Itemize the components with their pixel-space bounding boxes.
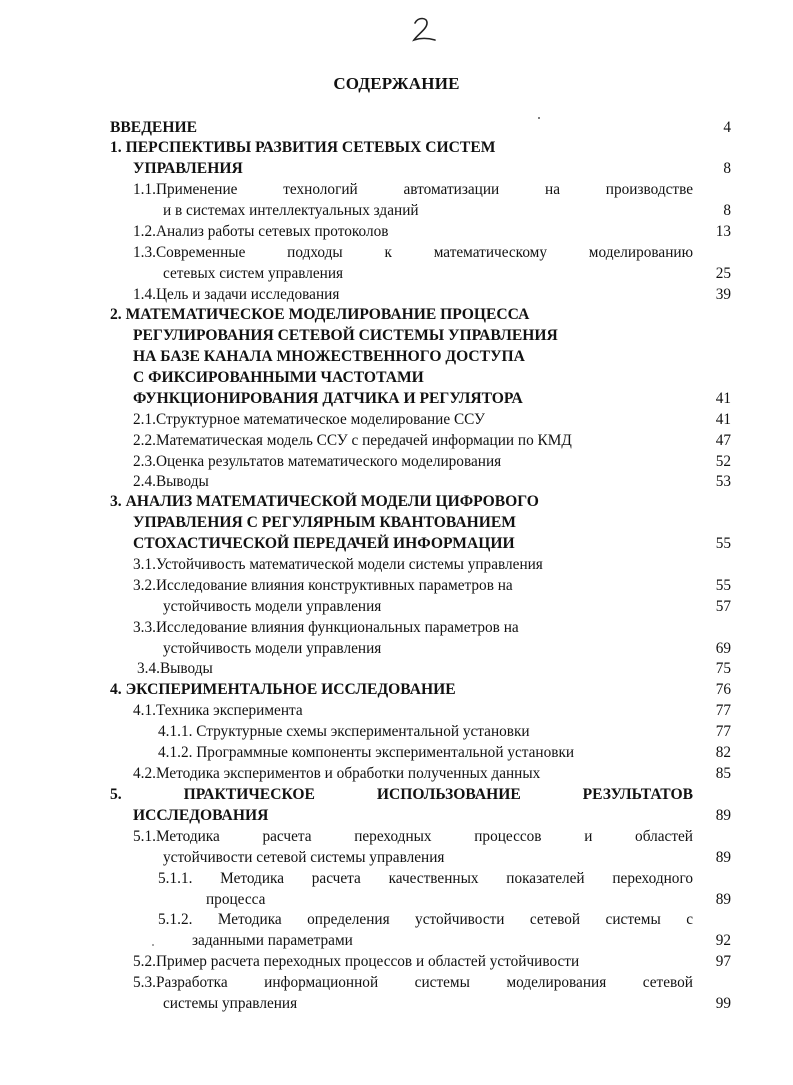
toc-page-number: 41 <box>715 411 731 428</box>
toc-page-number: 99 <box>715 995 731 1012</box>
toc-entry[interactable]: 4.1.1. Структурные схемы экспериментальной установки <box>158 723 530 740</box>
toc-page-number: 53 <box>715 473 731 490</box>
toc-page-number: 57 <box>715 598 731 615</box>
toc-entry[interactable]: системы управления <box>163 995 298 1012</box>
toc-page-number: 85 <box>715 765 731 782</box>
toc-page-number: 76 <box>715 681 731 698</box>
toc-entry[interactable]: 5.1.1. Методика расчета качественных показателей переходного <box>158 870 693 887</box>
toc-entry[interactable]: 3.4.Выводы <box>137 660 213 677</box>
toc-title: СОДЕРЖАНИЕ <box>333 74 460 93</box>
toc-entry[interactable]: 1. ПЕРСПЕКТИВЫ РАЗВИТИЯ СЕТЕВЫХ СИСТЕМ <box>110 139 496 156</box>
toc-page-number: 41 <box>715 390 731 407</box>
toc-entry[interactable]: 3.1.Устойчивость математической модели системы управления <box>133 556 543 573</box>
toc-page-number: 77 <box>715 702 731 719</box>
toc-page-number: 82 <box>715 744 731 761</box>
toc-entry[interactable]: РЕГУЛИРОВАНИЯ СЕТЕВОЙ СИСТЕМЫ УПРАВЛЕНИЯ <box>133 327 558 344</box>
toc-entry[interactable]: 4.2.Методика экспериментов и обработки полученных данных <box>133 765 541 782</box>
toc-entry[interactable]: устойчивости сетевой системы управления <box>163 849 445 866</box>
toc-entry[interactable]: 2.4.Выводы <box>133 473 209 490</box>
toc-entry[interactable]: УПРАВЛЕНИЯ <box>133 160 243 177</box>
toc-page-number: 92 <box>715 932 731 949</box>
toc-page-number: 77 <box>715 723 731 740</box>
toc-entry[interactable]: сетевых систем управления <box>163 265 344 282</box>
toc-entry[interactable]: 5.3.Разработка информационной системы моделирования сетевой <box>133 974 693 991</box>
toc-entry[interactable]: 2. МАТЕМАТИЧЕСКОЕ МОДЕЛИРОВАНИЕ ПРОЦЕССА <box>110 306 530 323</box>
toc-entry[interactable]: 1.2.Анализ работы сетевых протоколов <box>133 223 389 240</box>
toc-entry[interactable]: 4.1.Техника эксперимента <box>133 702 303 719</box>
toc-page-number: 97 <box>715 953 731 970</box>
toc-entry[interactable]: процесса <box>206 891 266 908</box>
toc-page-number: 69 <box>715 640 731 657</box>
toc-page-number: 55 <box>715 535 731 552</box>
toc-page-number: 25 <box>715 265 731 282</box>
toc-entry[interactable]: 5.2.Пример расчета переходных процессов и областей устойчивости <box>133 953 580 970</box>
toc-entry[interactable]: 5.1.2. Методика определения устойчивости сетевой системы с <box>158 911 693 928</box>
toc-entry[interactable]: 4.1.2. Программные компоненты экспериментальной установки <box>158 744 575 761</box>
toc-page-number: 4 <box>723 119 731 136</box>
toc-entry[interactable]: НА БАЗЕ КАНАЛА МНОЖЕСТВЕННОГО ДОСТУПА <box>133 348 525 365</box>
toc-entry[interactable]: 1.3.Современные подходы к математическому моделированию <box>133 244 693 261</box>
toc-entry[interactable]: устойчивость модели управления <box>163 640 382 657</box>
toc-entry[interactable]: и в системах интеллектуальных зданий <box>163 202 419 219</box>
toc-entry[interactable]: 4. ЭКСПЕРИМЕНТАЛЬНОЕ ИССЛЕДОВАНИЕ <box>110 681 456 698</box>
toc-page-number: 47 <box>715 432 731 449</box>
toc-entry[interactable]: 1.1.Применение технологий автоматизации на производстве <box>133 181 693 198</box>
toc-page-number: 55 <box>715 577 731 594</box>
toc-entry[interactable]: 2.3.Оценка результатов математического моделирования <box>133 453 502 470</box>
toc-page-number: 13 <box>715 223 731 240</box>
toc-entry[interactable]: 5.1.Методика расчета переходных процессов и областей <box>133 828 693 845</box>
toc-entry[interactable]: 2.1.Структурное математическое моделирование ССУ <box>133 411 486 428</box>
toc-page-number: 89 <box>715 849 731 866</box>
toc-entry[interactable]: 3.3.Исследование влияния функциональных параметров на <box>133 619 519 636</box>
toc-page-number: 89 <box>715 891 731 908</box>
toc-page-number: 39 <box>715 286 731 303</box>
toc-entry[interactable]: 1.4.Цель и задачи исследования <box>133 286 340 303</box>
toc-page-number: 89 <box>715 807 731 824</box>
toc-entry[interactable]: ВВЕДЕНИЕ <box>110 119 197 136</box>
toc-page-number: 8 <box>723 160 731 177</box>
toc-entry[interactable]: заданными параметрами <box>192 932 353 949</box>
toc-entry[interactable]: 2.2.Математическая модель ССУ с передачей информации по КМД <box>133 432 572 449</box>
toc-entry[interactable]: ИССЛЕДОВАНИЯ <box>133 807 269 824</box>
toc-entry[interactable]: УПРАВЛЕНИЯ С РЕГУЛЯРНЫМ КВАНТОВАНИЕМ <box>133 514 516 531</box>
toc-entry[interactable]: 3. АНАЛИЗ МАТЕМАТИЧЕСКОЙ МОДЕЛИ ЦИФРОВОГО <box>110 493 539 510</box>
toc-entry[interactable]: ФУНКЦИОНИРОВАНИЯ ДАТЧИКА И РЕГУЛЯТОРА <box>133 390 523 407</box>
toc-entry[interactable]: 3.2.Исследование влияния конструктивных параметров на <box>133 577 513 594</box>
toc-page-number: 52 <box>715 453 731 470</box>
toc-entry[interactable]: устойчивость модели управления <box>163 598 382 615</box>
toc-page-number: 75 <box>715 660 731 677</box>
toc-page-number: 8 <box>723 202 731 219</box>
toc-entry[interactable]: СТОХАСТИЧЕСКОЙ ПЕРЕДАЧЕЙ ИНФОРМАЦИИ <box>133 535 515 552</box>
toc-entry[interactable]: 5. ПРАКТИЧЕСКОЕ ИСПОЛЬЗОВАНИЕ РЕЗУЛЬТАТОВ <box>110 786 693 803</box>
toc-entry[interactable]: С ФИКСИРОВАННЫМИ ЧАСТОТАМИ <box>133 369 424 386</box>
